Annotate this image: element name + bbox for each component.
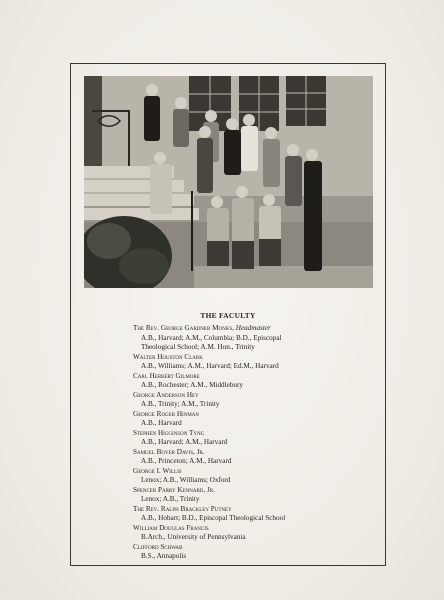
faculty-name-text: Clifford Schwab bbox=[133, 542, 183, 551]
faculty-entry bbox=[133, 448, 383, 467]
section-heading: THE FACULTY bbox=[200, 311, 256, 320]
faculty-group-photo bbox=[84, 76, 373, 288]
faculty-degrees: A.B., Trinity; A.M., Trinity bbox=[141, 400, 220, 408]
faculty-role: Headmaster bbox=[235, 324, 271, 332]
faculty-entry bbox=[133, 505, 383, 524]
faculty-entry bbox=[133, 410, 383, 429]
faculty-name bbox=[133, 524, 383, 534]
faculty-degrees: A.B., Rochester; A.M., Middlebury bbox=[141, 381, 244, 389]
faculty-degrees: Lenox; A.B., Williams; Oxford bbox=[141, 476, 231, 484]
faculty-list bbox=[133, 324, 383, 562]
faculty-name-text: Spencer Parry Kennard, Jr. bbox=[133, 485, 215, 494]
faculty-name bbox=[133, 467, 383, 477]
faculty-name bbox=[133, 353, 383, 363]
faculty-entry bbox=[133, 543, 383, 562]
faculty-name-text: Stephen Higginson Tyng bbox=[133, 428, 205, 437]
faculty-name bbox=[133, 543, 383, 553]
faculty-name-text: William Douglas Francis bbox=[133, 523, 209, 532]
faculty-degrees: A.B., Hobart; B.D., Episcopal Theological School bbox=[141, 514, 286, 522]
faculty-degrees: Lenox; A.B., Trinity bbox=[141, 495, 200, 503]
faculty-name bbox=[133, 324, 383, 334]
faculty-name-text: Walter Houston Clark bbox=[133, 352, 203, 361]
faculty-name-text: The Rev. George Gardner Monks, bbox=[133, 324, 234, 332]
faculty-name bbox=[133, 486, 383, 496]
faculty-degrees: A.B., Harvard; A.M., Columbia; B.D., Episcopal bbox=[141, 333, 282, 342]
faculty-entry bbox=[133, 467, 383, 486]
faculty-entry bbox=[133, 429, 383, 448]
faculty-entry bbox=[133, 353, 383, 372]
faculty-entry bbox=[133, 324, 383, 353]
faculty-degrees: B.S., Annapolis bbox=[141, 552, 187, 560]
faculty-name bbox=[133, 429, 383, 439]
faculty-name bbox=[133, 505, 383, 515]
faculty-name bbox=[133, 391, 383, 401]
faculty-name-text: Samuel Boyer Davis, Jr. bbox=[133, 447, 205, 456]
faculty-degrees: A.B., Williams; A.M., Harvard; Ed.M., Harvard bbox=[141, 362, 279, 370]
faculty-degrees: B.Arch., University of Pennsylvania bbox=[141, 533, 246, 541]
faculty-degrees: A.B., Harvard bbox=[141, 419, 182, 427]
faculty-name-text: George Anderson Hey bbox=[133, 390, 199, 399]
faculty-entry bbox=[133, 524, 383, 543]
faculty-degrees: A.B., Princeton; A.M., Harvard bbox=[141, 457, 232, 465]
faculty-degrees: Theological School; A.M. Hon., Trinity bbox=[141, 343, 255, 351]
faculty-name bbox=[133, 410, 383, 420]
faculty-entry bbox=[133, 486, 383, 505]
faculty-name-text: Carl Herbert Gilmore bbox=[133, 371, 200, 380]
faculty-name-text: George Roger Hinman bbox=[133, 409, 199, 418]
faculty-entry bbox=[133, 391, 383, 410]
faculty-degrees: A.B., Harvard; A.M., Harvard bbox=[141, 438, 228, 446]
faculty-name bbox=[133, 448, 383, 458]
faculty-name-text: The Rev. Ralph Brackley Putney bbox=[133, 504, 232, 513]
faculty-name-text: George I. Willis bbox=[133, 466, 182, 475]
faculty-name bbox=[133, 372, 383, 382]
faculty-entry bbox=[133, 372, 383, 391]
